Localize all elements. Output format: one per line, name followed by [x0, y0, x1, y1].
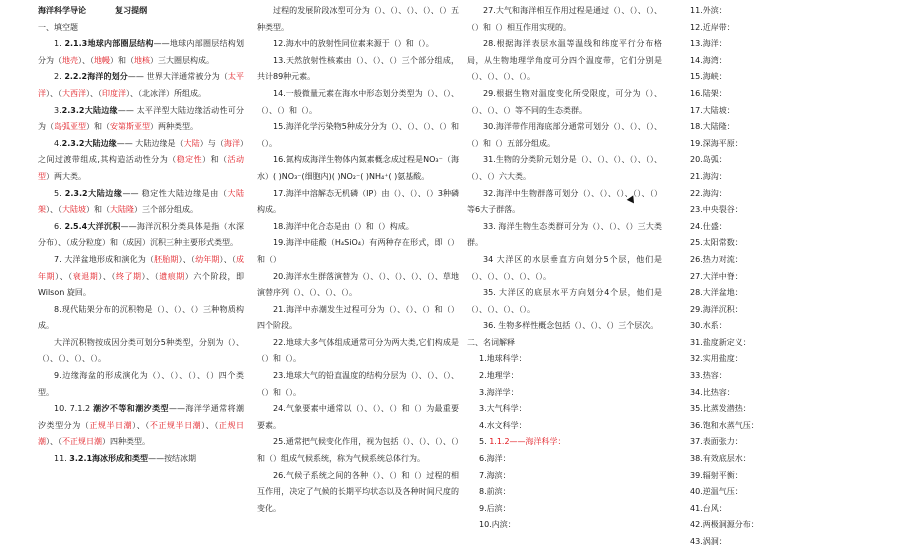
list-item: 21.海洋中赤潮发生过程可分为（）、（）、（）和（）四个阶段。	[257, 304, 459, 331]
list-item: 12.近岸带：	[690, 22, 735, 32]
list-item: 3.海洋学：	[479, 387, 519, 397]
question-9: 9.边缘海盆的形成演化为（）、（）、（）、（）四个类型。	[38, 371, 244, 397]
question-6: 6. 2.5.4大洋沉积——海洋沉积分类具体是指（水深分布）、（成分粒度）和（成因）沉积三种主要形式类型。	[38, 221, 245, 248]
list-item: 26.热力对流：	[690, 254, 743, 264]
term-5: 5. 1.1.2——海洋科学：	[479, 437, 566, 447]
list-item: 13.海洋：	[690, 39, 727, 49]
question-10: 10. 7.1.2 潮汐不等和潮汐类型——海洋学通常将潮汐类型分为（正规半日潮）、（不正规半日潮）、（正规日潮）、（不正规日潮）四种类型。	[38, 404, 245, 447]
list-item: 18.大陆隆：	[690, 122, 735, 132]
question-7: 7. 大洋盆地形成和演化为（胚胎期）、（幼年期）、（成年期）、（衰退期）、（终了期）、（遗痕期）六个阶段，即Wilson 旋回。	[38, 254, 245, 298]
list-item: 35.比蒸发潜热：	[690, 404, 751, 414]
list-item: 28.根据海洋表层水温等温线和纬度平行分布格局，从生物地理学角度可分四个温度带，它们分别是（）、（）、（）、（）。	[467, 39, 662, 82]
question-5: 5. 2.3.2大陆边缘—— 稳定性大陆边缘是由（大陆架）、（大陆坡）和（大陆隆）三个部分组成。	[38, 188, 245, 215]
list-item: 23.中央裂谷：	[690, 205, 743, 215]
list-item: 36. 生物多样性概念包括（）、（）、（）三个层次。	[483, 321, 659, 331]
list-item: 7.海滨：	[479, 470, 511, 480]
list-item: 21.海沟：	[690, 171, 727, 181]
list-item: 38.有效底层水：	[690, 454, 751, 464]
list-item: 31.生物的分类阶元划分是（）、（）、（）、（）、（）、（）、（）六大类。	[467, 155, 662, 181]
list-item: 34 大洋区的水层垂直方向划分5个层，他们是（）、（）、（）、（）、（）。	[467, 254, 662, 281]
title-subject: 海洋科学导论	[38, 6, 86, 15]
list-item: 24.气象要素中通常以（）、（）、（）和（）为最重要要素。	[257, 404, 459, 430]
list-item: 11.外滨：	[690, 6, 727, 15]
question-list-col2	[257, 3, 459, 517]
question-2: 2. 2.2.2海洋的划分—— 世界大洋通常被分为（太平洋）、（大西洋）、（印度洋）、（北冰洋）所组成。	[38, 72, 245, 98]
list-item: 2.地理学：	[479, 371, 519, 381]
column-4	[690, 3, 850, 546]
list-item: 13.天然放射性核素由（）、（）、（）三个部分组成，共计89种元素。	[257, 55, 459, 82]
list-item: 19.深海平原：	[690, 138, 743, 148]
list-item: 10.内滨：	[479, 520, 516, 530]
terms-list	[467, 351, 662, 434]
question-11: 11. 3.2.1海冰形成和类型——按结冰期	[54, 454, 197, 464]
list-item: 17.大陆坡：	[690, 105, 735, 115]
list-item: 40.逆温气压：	[690, 487, 743, 497]
list-item: 8.前滨：	[479, 487, 511, 497]
list-item: 27.大洋中脊：	[690, 271, 743, 281]
list-item: 16.陆架：	[690, 88, 727, 98]
list-item: 39.辐射平衡：	[690, 470, 743, 480]
question-8: 8.现代陆架分布的沉积物是（）、（）、（）三种物质构成。	[38, 304, 244, 331]
list-item: 9.后滨：	[479, 503, 511, 513]
list-item: 32.实用盐度：	[690, 354, 743, 364]
list-item: 25.通常把气候变化作用，视为包括（）、（）、（）、（）和（）组成气候系统，称为气候系统总体行为。	[257, 437, 459, 464]
list-item: 35. 大洋区的底层水平方向划分4个层，他们是（）、（）、（）、（）。	[467, 288, 662, 314]
list-item: 16.氮构成海洋生物体内氮素概念成过程是NO₃⁻（海水）( )NO₃⁻(细胞内)( )NO₂⁻( )NH₄⁺( )氨基酸。	[257, 155, 459, 181]
list-item: 36.饱和水蒸气压：	[690, 420, 759, 430]
list-item: 15.海洋化学污染物5种成分分为（）、（）、（）、（）和（）。	[257, 122, 459, 148]
list-item: 3.大气科学：	[479, 404, 527, 414]
list-item: 23.地球大气的铅直温度的结构分层为（）、（）、（）、（）和（）。	[257, 371, 459, 397]
column-2	[257, 3, 459, 534]
list-item: 20.海洋水生群落演替为（）、（）、（）、（）、（）、草地演替序列（）、（）、（）、（）。	[257, 271, 459, 298]
column-1	[38, 3, 244, 534]
list-item: 31.盐度新定义：	[690, 337, 751, 347]
question-8b: 大洋沉积物按成因分类可划分5种类型，分别为（）、（）、（）、（）、（）。	[38, 337, 244, 364]
list-item: 25.太阳常数：	[690, 238, 743, 248]
question-3: 3.2.3.2大陆边缘—— 太平洋型大陆边缘活动性可分为（岛弧亚型）和（安第斯亚型）两种类型。	[38, 105, 245, 132]
list-item: 28.大洋盆地：	[690, 288, 743, 298]
list-item: 20.岛弧：	[690, 155, 727, 165]
list-item: 42.两极洞源分布：	[690, 520, 759, 530]
list-item: 过程的发展阶段冰型可分为（）、（）、（）、（）、（）五种类型。	[257, 6, 459, 32]
doc-title	[38, 3, 244, 20]
terms-list-2	[467, 451, 662, 534]
list-item: 15.海峡：	[690, 72, 727, 82]
list-item: 18.海洋中化合态是由（）和（）构成。	[273, 221, 414, 231]
list-item: 27.大气和海洋相互作用过程是通过（）、（）、（）、（）和（）相互作用实现的。	[467, 6, 662, 32]
list-item: 37.表面张力：	[690, 437, 743, 447]
question-4: 4.2.3.2大陆边缘—— 大陆边缘是（大陆）与（海洋）之间过渡带组成,其构造活动性分为（稳定性）和（活动型）两大类。	[38, 138, 245, 181]
list-item: 4.水文科学：	[479, 420, 527, 430]
list-item: 14.海湾：	[690, 55, 727, 65]
list-item: 22.海沟：	[690, 188, 727, 198]
column-3	[467, 3, 662, 534]
terms-list-col4	[690, 3, 850, 551]
list-item: 43.涡洞：	[690, 537, 727, 546]
list-item: 6.海洋：	[479, 454, 511, 464]
list-item: 32.海洋中生物群落可划分（）、（）、（）、（）、（）等6大子群落。	[467, 188, 662, 215]
section-terms: 二、名词解释	[467, 337, 515, 347]
list-item: 34.比热容：	[690, 387, 735, 397]
list-item: 24.仕盛：	[690, 221, 727, 231]
question-1: 1. 2.1.3地球内部圈层结构——地球内部圈层结构划分为（地壳）、（地幔）和（地核）三大圈层构成。	[38, 39, 245, 65]
section-fill-blank: 一、填空题	[38, 22, 78, 32]
list-item: 30.海洋带作用海底部分通常可划分（）、（）、（）、（）和（）五部分组成。	[467, 122, 662, 148]
list-item: 22.地球大多气体组成通常可分为两大类,它们构成是（）和（）。	[257, 337, 459, 364]
list-item: 30.水系：	[690, 321, 727, 331]
list-item: 41.台风：	[690, 503, 727, 513]
list-item: 33.热容：	[690, 371, 727, 381]
list-item: 1.地球科学：	[479, 354, 527, 364]
question-list-col3	[467, 3, 662, 335]
list-item: 33. 海洋生物生态类群可分为（）、（）、（）三大类群。	[467, 221, 662, 248]
list-item: 14.一般微量元素在海水中形态划分类型为（）、（）、（）、（）和（）。	[257, 88, 459, 115]
list-item: 29.根据生物对温度变化所受限度，可分为（）、（）、（）、（）等不同的生态类群。	[467, 88, 662, 115]
title-outline: 复习提纲	[115, 6, 148, 15]
list-item: 19.海洋中硅酸（H₄SiO₄）有两种存在形式，即（）和（）	[257, 238, 459, 264]
list-item: 26.气候子系统之间的各种（）、（）和（）过程的相互作用，决定了气候的长期平均状态以及各种时间尺度的变化。	[257, 470, 459, 513]
list-item: 12.海水中的放射性同位素来源于（）和（）。	[273, 39, 434, 49]
list-item: 17.海洋中溶解态无机磷（IP）由（）、（）、（）3种磷构成。	[257, 188, 459, 215]
list-item: 29.海洋沉积：	[690, 304, 743, 314]
